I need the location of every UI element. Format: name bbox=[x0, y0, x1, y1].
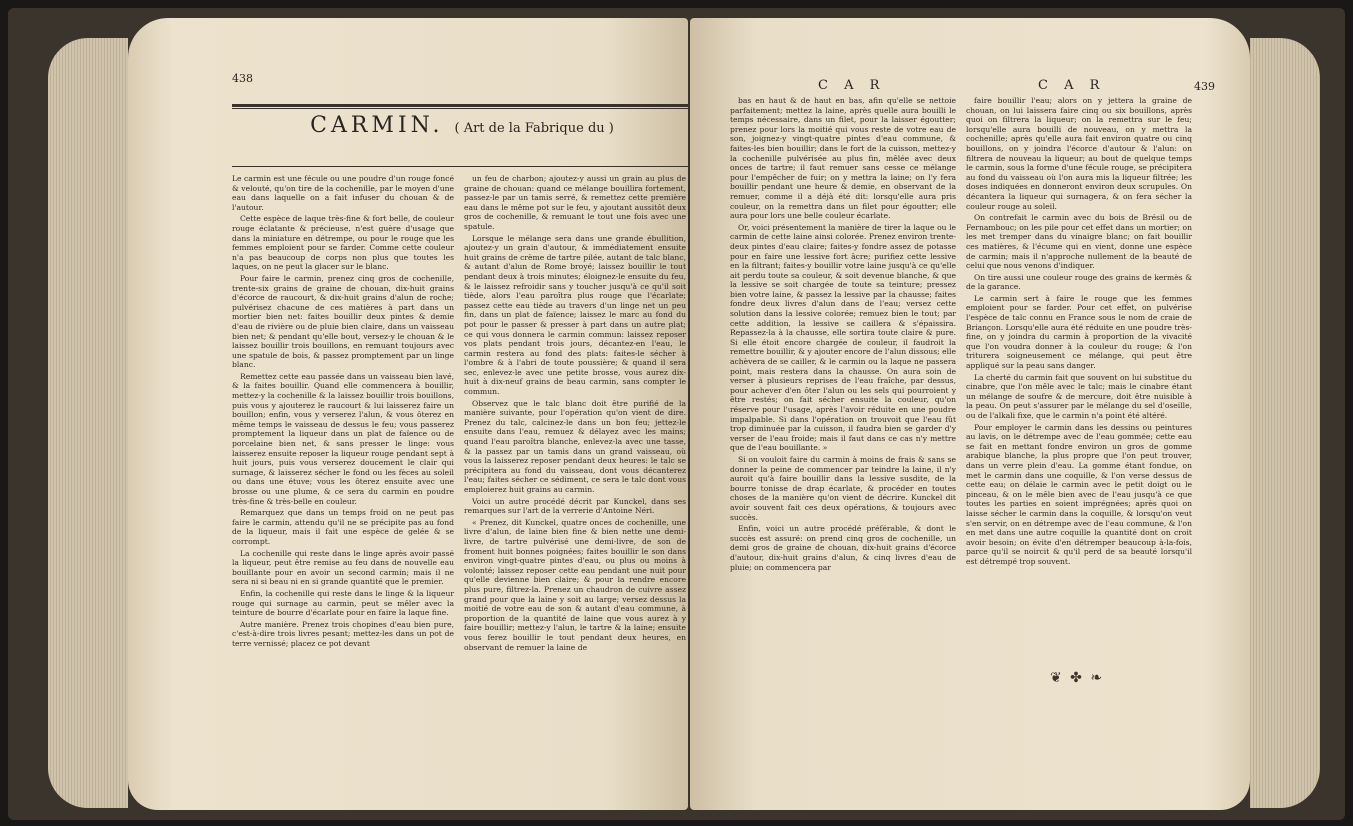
running-head-left: C A R bbox=[818, 78, 886, 93]
paragraph: La cochenille qui reste dans le linge après avoir passé la liqueur, peut être remise au feu dans de nouvelle eau bouillante pour en avoir un second carmin; mais il ne sera ni si beau ni en si grande quantité que le premier. bbox=[232, 548, 454, 587]
paragraph: un feu de charbon; ajoutez-y aussi un grain au plus de graine de chouan: quand ce mélange bouillira fortement, passez-le par un tamis serré, & remettez cette première eau dans le même pot sur le feu, y ajoutant aussitôt deux gros de cochenille, & remuant le tout une fois avec une spatule. bbox=[464, 174, 686, 231]
article-title bbox=[212, 96, 688, 159]
page-edges-left bbox=[48, 38, 128, 808]
paragraph: « Prenez, dit Kunckel, quatre onces de cochenille, une livre d'alun, de laine bien fine & bien nette une demi-livre, de tartre pulvérisé une demi-livre, de son de froment huit bonnes poignées; faites bouillir le son dans environ vingt-quatre pintes d'eau, ou plus ou moins à volonté; laissez reposer cette eau pendant une nuit pour qu'elle devienne bien claire; & pour la rendre encore plus pure, filtrez-la. Prenez un chaudron de cuivre assez grand pour que la laine y soit au large; versez dessus la moitié de votre eau de son & autant d'eau commune, à proportion de la quantité de laine que vous aurez à y faire bouillir; mettez-y l'alun, le tartre & la laine; ensuite vous ferez bouillir le tout pendant deux heures, en observant de remuer la laine de bbox=[464, 517, 686, 652]
paragraph: Pour employer le carmin dans les dessins ou peintures au lavis, on le détrempe avec de l'eau gommée; cette eau se fait en mettant fondre environ un gros de gomme arabique blanche, la plus propre que l'on peut trouver, dans un verre plein d'eau. La gomme étant fondue, on met le carmin dans une coquille, & l'on verse dessus de cette eau; on délaie le carmin avec le petit doigt ou le pinceau, & on le mêle bien avec de l'eau jusqu'à ce que toutes les parties en soient imprégnées; après quoi on laisse sécher le carmin dans la coquille, & lorsqu'on veut s'en servir, on en détrempe avec de l'eau commune, & l'on en met dans une autre coquille la quantité dont on croit avoir besoin; on évite d'en détremper beaucoup à-la-fois, parce qu'il se noircit & qu'il perd de sa beauté lorsqu'il est détrempé trop souvent. bbox=[966, 422, 1192, 566]
page-number-left: 438 bbox=[232, 72, 253, 85]
paragraph: Observez que le talc blanc doit être purifié de la manière suivante, pour l'opération qu'on vient de dire. Prenez du talc, calcinez-le dans un bon feu; jettez-le ensuite dans l'eau, remuez & délayez avec les mains; quand l'eau paroîtra blanche, enlevez-la avec une tasse, & la passez par un tamis dans un grand vaisseau, où vous la laisserez reposer pendant deux heures: le talc se précipitera au fond du vaisseau, dont vous décanterez l'eau; faites sécher ce sédiment, ce sera le talc dont vous emploierez huit grains au carmin. bbox=[464, 398, 686, 494]
paragraph: Remettez cette eau passée dans un vaisseau bien lavé, & la faites bouillir. Quand elle commencera à bouillir, mettez-y la cochenille & la laissez bouillir trois bouillons, puis vous y ajouterez le raucourt & lui laisserez faire un bouillon; enfin, vous y verserez l'alun, & vous ôterez en même temps le vaisseau de dessus le feu; vous passerez promptement la liqueur dans un plat de faïence ou de porcelaine bien net, & sans presser le linge: vous laisserez ensuite reposer la liqueur rouge pendant sept à huit jours, puis vous verserez doucement le clair qui surnage, & laisserez sécher le fond ou les fèces au soleil ou dans une étuve; vous les ôterez ensuite avec une brosse ou une plume, & ce sera du carmin en poudre très-fine & très-belle en couleur. bbox=[232, 371, 454, 506]
paragraph: La cherté du carmin fait que souvent on lui substitue du cinabre, que l'on mêle avec le talc; mais le cinabre étant un mélange de soufre & de mercure, doit être nuisible à la peau. On peut s'assurer par le mélange du sel d'oseille, ou de l'alkali fixe, que le carmin n'a point été altéré. bbox=[966, 372, 1192, 420]
title-main: CARMIN. bbox=[310, 113, 444, 138]
paragraph: Pour faire le carmin, prenez cinq gros de cochenille, trente-six grains de graine de chouan, dix-huit grains d'écorce de raucourt, & dix-huit grains d'alun de roche; pulvérisez chacune de ces matières à part dans un mortier bien net: faites bouillir deux pintes & demie d'eau de rivière ou de pluie bien claire, dans un vaisseau bien net; & pendant qu'elle bout, versez-y le chouan & le laissez bouillir trois bouillons, en remuant toujours avec une spatule de bois, & passez promptement par un linge blanc. bbox=[232, 273, 454, 370]
page-number-right: 439 bbox=[1194, 80, 1215, 93]
paragraph: On tire aussi une couleur rouge des grains de kermès & de la garance. bbox=[966, 272, 1192, 292]
paragraph: bas en haut & de haut en bas, afin qu'elle se nettoie parfaitement; mettez la laine, après quelle aura bouilli le temps nécessaire, dans un filet, pour la laisser égoutter; prenez pour lors la moitié qui vous reste de votre eau de son, joignez-y vingt-quatre pintes d'eau commune, & faites-les bien bouillir; dans le fort de la cuisson, mettez-y la cochenille pulvérisée au plus fin, mêlée avec deux onces de tartre; il faut remuer sans cesse ce mélange pour l'empêcher de fuir; on y mettra la laine; on l'y fera bouillir pendant une heure & demie, en observant de la remuer, comme il a déjà été dit: lorsqu'elle aura pris couleur, on la remettra dans un filet pour égoutter; elle aura pour lors une belle couleur écarlate. bbox=[730, 96, 956, 221]
left-column-1 bbox=[232, 174, 454, 804]
right-page bbox=[690, 18, 1250, 810]
ornament-fleuron: ❦ ✤ ❧ bbox=[1050, 670, 1105, 686]
title-rule-bottom bbox=[232, 166, 688, 167]
paragraph: Lorsque le mélange sera dans une grande ébullition, ajoutez-y un grain d'autour, & immédiatement ensuite huit grains de crème de tartre pilée, autant de talc blanc, & autant d'alun de Rome broyé; laissez bouillir le tout pendant deux à trois minutes; éloignez-le ensuite du feu, & le laissez refroidir sans y toucher jusqu'à ce qu'il soit tiède, alors l'eau paroîtra plus rouge que l'écarlate; passez cette eau tiède au travers d'un linge net un peu fin, dans un plat de faïence; laissez le marc au fond du pot pour le passer & presser à part dans un autre plat; ce qui vous donnera le carmin commun: laissez reposer vos plats pendant trois jours, décantez-en l'eau, le carmin restera au fond des plats: faites-le sécher à l'ombre & à l'abri de toute poussière; & quand il sera sec, enlevez-le avec une petite brosse, vous aurez dix-huit à dix-neuf grains de beau carmin, sans compter le commun. bbox=[464, 233, 686, 397]
paragraph: Enfin, voici un autre procédé préférable, & dont le succès est assuré: on prend cinq gros de cochenille, un demi gros de graine de chouan, dix-huit grains d'écorce d'autour, dix-huit grains d'alun, & cinq livres d'eau de pluie; on commencera par bbox=[730, 524, 956, 572]
paragraph: Si on vouloit faire du carmin à moins de frais & sans se donner la peine de commencer par teindre la laine, il n'y auroit qu'à faire bouillir dans la lessive susdite, de la bourre tonisse de drap écarlate, & procéder en toutes choses de la manière qu'on vient de décrire. Kunckel dit avoir souvent fait ces deux opérations, & toujours avec succès. bbox=[730, 454, 956, 522]
paragraph: faire bouillir l'eau; alors on y jettera la graine de chouan, on lui laissera faire cinq ou six bouillons, après quoi on filtrera la liqueur; on la remettra sur le feu; lorsqu'elle aura bouilli de nouveau, on y mettra la cochenille; après qu'elle aura fait environ quatre ou cinq bouillons, on y joindra l'écorce d'autour & l'alun: on filtrera de nouveau la liqueur; au bout de quelque temps le carmin, sous la forme d'une fécule rouge, se précipitera au fond du vaisseau où l'on aura mis la liqueur filtrée; les doses indiquées en donneront environ deux scrupules. On décantera la liqueur qui surnagera, & on fera sécher la couleur rouge au soleil. bbox=[966, 96, 1192, 211]
book bbox=[8, 8, 1345, 820]
right-column-2 bbox=[966, 96, 1192, 676]
paragraph: Or, voici présentement la manière de tirer la laque ou le carmin de cette laine ainsi colorée. Prenez environ trente-deux pintes d'eau claire; faites-y fondre assez de potasse pour en faire une lessive fort âcre; purifiez cette lessive en la filtrant; faites-y bouillir votre laine jusqu'à ce qu'elle ait perdu toute sa couleur, & soit devenue blanche, & que la lessive se soit chargée de toute sa teinture; pressez bien votre laine, & passez la lessive par la chausse; faites fondre deux livres d'alun dans de l'eau; versez cette solution dans la lessive colorée; remuez bien le tout; par cette addition, la lessive se caillera & s'épaissira. Repassez-la à la chausse, elle sortira toute claire & pure. Si elle étoit encore chargée de couleur, il faudroit la remettre bouillir, & y ajouter encore de l'alun dissous; elle achèvera de se cailler, & le carmin ou la laque ne passera point, mais restera dans la chausse. On aura soin de verser à plusieurs reprises de l'eau fraîche, par dessus, pour achever d'en ôter l'alun ou les sels qui pourroient y être restés; on fait sécher ensuite la couleur, qu'on réserve pour l'usage, après l'avoir réduite en une poudre impalpable. Si dans l'opération on trouvoit que l'eau fût trop diminuée par la cuisson, il faudra bien se garder d'y verser de l'eau froide; mais il faut dans ce cas n'y mettre que de l'eau bouillante. » bbox=[730, 222, 956, 453]
paragraph: Enfin, la cochenille qui reste dans le linge & la liqueur rouge qui surnage au carmin, peut se mêler avec la teinture de bourre d'écarlate pour en faire la laque fine. bbox=[232, 588, 454, 618]
paragraph: Cette espèce de laque très-fine & fort belle, de couleur rouge éclatante & précieuse, n'est guère d'usage que dans la miniature en détrempe, ou pour le rouge que les femmes emploient pour se farder. Comme cette couleur n'a pas beaucoup de corps non plus que toutes les laques, on ne peut la glacer sur le blanc. bbox=[232, 214, 454, 272]
right-column-1 bbox=[730, 96, 956, 796]
left-column-2 bbox=[464, 174, 686, 804]
paragraph: Autre manière. Prenez trois chopines d'eau bien pure, c'est-à-dire trois livres pesant; mettez-les dans un pot de terre vernissé; placez ce pot devant bbox=[232, 619, 454, 648]
title-subtitle: ( Art de la Fabrique du ) bbox=[454, 121, 614, 136]
left-page bbox=[128, 18, 688, 810]
paragraph: Le carmin est une fécule ou une poudre d'un rouge foncé & velouté, qu'on tire de la cochenille, par le moyen d'une eau dans laquelle on a fait infuser du chouan & de l'autour. bbox=[232, 174, 454, 212]
paragraph: Le carmin sert à faire le rouge que les femmes emploient pour se farder. Pour cet effet, on pulvérise l'espèce de talc connu en France sous le nom de craie de Briançon. Lorsqu'elle aura été réduite en une poudre très-fine, on y joindra du carmin à proportion de la vivacité que l'on voudra donner à la couleur du rouge; & l'on triturera soigneusement ce mélange, qui peut être appliqué sur la peau sans danger. bbox=[966, 293, 1192, 371]
paragraph: On contrefait le carmin avec du bois de Brésil ou de Fernambouc; on les pile pour cet effet dans un mortier; on les met tremper dans du vinaigre blanc; on fait bouillir ces matières, & l'écume qui en vient, donne une espèce de carmin; mais il n'approche nullement de la beauté de celui que nous venons d'indiquer. bbox=[966, 213, 1192, 271]
paragraph: Remarquez que dans un temps froid on ne peut pas faire le carmin, attendu qu'il ne se précipite pas au fond de la liqueur, mais il fait une espèce de gelée & se corrompt. bbox=[232, 508, 454, 546]
running-head-right: C A R bbox=[1038, 78, 1106, 93]
paragraph: Voici un autre procédé décrit par Kunckel, dans ses remarques sur l'art de la verrerie d'Antoine Néri. bbox=[464, 496, 686, 516]
page-edges-right bbox=[1250, 38, 1320, 808]
